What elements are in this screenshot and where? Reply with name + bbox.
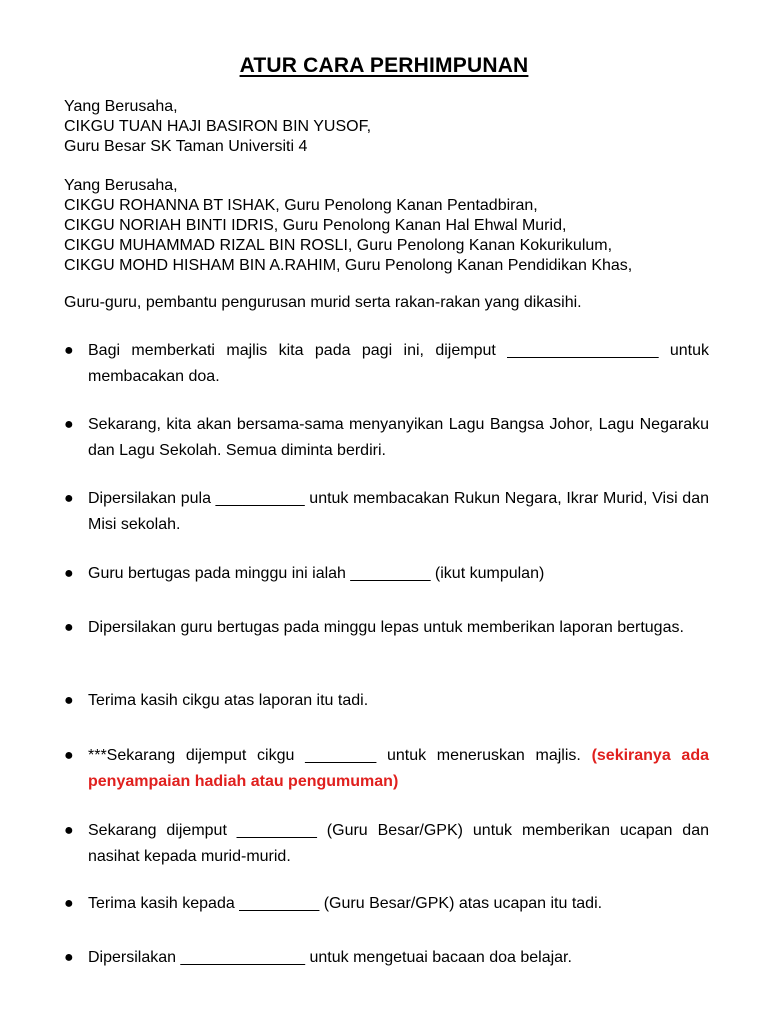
greeting-headmaster xyxy=(64,97,714,157)
bullet-icon: ● xyxy=(64,342,74,359)
headmaster-title: Guru Besar SK Taman Universiti 4 xyxy=(64,138,308,155)
bullet-icon: ● xyxy=(64,416,74,433)
bullet-icon: ● xyxy=(64,949,74,966)
agenda-item-text: Dipersilakan ______________ untuk mengetuai bacaan doa belajar. xyxy=(88,949,572,966)
agenda-item xyxy=(64,891,709,917)
page-title xyxy=(0,54,768,78)
bullet-icon: ● xyxy=(64,490,74,507)
agenda-item-text xyxy=(88,743,709,795)
greeting-salutation: Yang Berusaha, xyxy=(64,98,178,115)
agenda-item xyxy=(64,615,709,641)
greeting-senior-teachers xyxy=(64,176,714,276)
agenda-item xyxy=(64,561,709,587)
bullet-icon: ● xyxy=(64,565,74,582)
agenda-item-text: Sekarang dijemput _________ (Guru Besar/GPK) untuk memberikan ucapan dan nasihat kepada murid-murid. xyxy=(88,822,709,865)
agenda-item-text: Sekarang, kita akan bersama-sama menyanyikan Lagu Bangsa Johor, Lagu Negaraku dan Lagu Sekolah. Semua diminta berdiri. xyxy=(88,416,709,459)
agenda-item-text: Terima kasih cikgu atas laporan itu tadi. xyxy=(88,692,369,709)
senior-teacher-line: CIKGU MOHD HISHAM BIN A.RAHIM, Guru Penolong Kanan Pendidikan Khas, xyxy=(64,257,633,274)
greeting-salutation: Yang Berusaha, xyxy=(64,177,178,194)
agenda-item xyxy=(64,338,709,390)
senior-teacher-line: CIKGU NORIAH BINTI IDRIS, Guru Penolong Kanan Hal Ehwal Murid, xyxy=(64,217,567,234)
senior-teacher-line: CIKGU MUHAMMAD RIZAL BIN ROSLI, Guru Penolong Kanan Kokurikulum, xyxy=(64,237,613,254)
bullet-icon: ● xyxy=(64,822,74,839)
title-text: ATUR CARA PERHIMPUNAN xyxy=(239,54,529,77)
headmaster-name: CIKGU TUAN HAJI BASIRON BIN YUSOF, xyxy=(64,118,372,135)
agenda-item-text: Bagi memberkati majlis kita pada pagi ini, dijemput _________________ untuk membacakan doa. xyxy=(88,342,709,385)
agenda-item-text: Dipersilakan guru bertugas pada minggu lepas untuk memberikan laporan bertugas. xyxy=(88,619,684,636)
bullet-icon: ● xyxy=(64,747,74,764)
bullet-icon: ● xyxy=(64,895,74,912)
agenda-item xyxy=(64,945,709,971)
bullet-icon: ● xyxy=(64,692,74,709)
agenda-item-note: (sekiranya ada penyampaian hadiah atau pengumuman) xyxy=(88,747,709,790)
agenda-item xyxy=(64,688,709,714)
general-greeting xyxy=(64,293,714,313)
agenda-item-text: Dipersilakan pula __________ untuk membacakan Rukun Negara, Ikrar Murid, Visi dan Misi sekolah. xyxy=(88,490,709,533)
general-greeting-text: Guru-guru, pembantu pengurusan murid serta rakan-rakan yang dikasihi. xyxy=(64,294,582,311)
agenda-item-text: Guru bertugas pada minggu ini ialah _________ (ikut kumpulan) xyxy=(88,565,545,582)
senior-teacher-line: CIKGU ROHANNA BT ISHAK, Guru Penolong Kanan Pentadbiran, xyxy=(64,197,538,214)
agenda-item xyxy=(64,486,709,538)
agenda-item-main-text: ***Sekarang dijemput cikgu ________ untuk meneruskan majlis. xyxy=(88,747,581,764)
agenda-item-text: Terima kasih kepada _________ (Guru Besar/GPK) atas ucapan itu tadi. xyxy=(88,895,603,912)
agenda-item xyxy=(64,818,709,870)
agenda-item xyxy=(64,743,709,795)
bullet-icon: ● xyxy=(64,619,74,636)
agenda-item xyxy=(64,412,709,464)
